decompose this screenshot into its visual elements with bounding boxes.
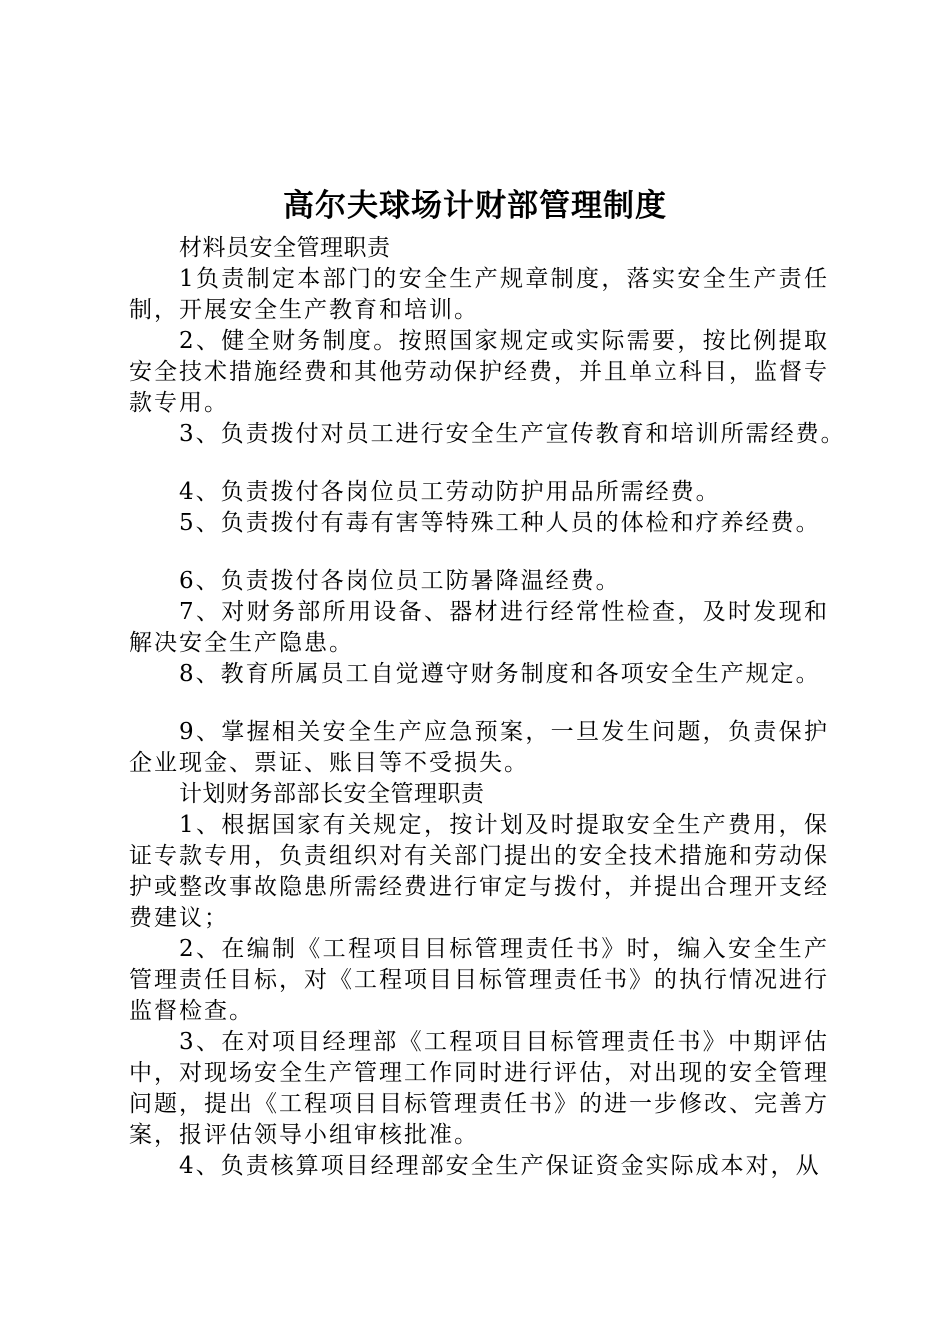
paragraph-item: 3、负责拨付对员工进行安全生产宣传教育和培训所需经费。: [179, 421, 846, 447]
paragraph-item: 4、负责拨付各岗位员工劳动防护用品所需经费。: [179, 479, 721, 505]
paragraph-item: 8、教育所属员工自觉遵守财务制度和各项安全生产规定。: [179, 661, 821, 687]
paragraph-gap: [129, 450, 829, 477]
paragraph-gap: [129, 539, 829, 566]
paragraph-gap: [129, 690, 829, 717]
document-body: [129, 233, 846, 1182]
paragraph-item: 2、健全财务制度。按照国家规定或实际需要，按比例提取安全技术措施经费和其他劳动保护经费，并且单立科目，监督专款专用。: [129, 328, 829, 416]
paragraph-item: 2、在编制《工程项目目标管理责任书》时，编入安全生产管理责任目标，对《工程项目目标管理责任书》的执行情况进行监督检查。: [129, 936, 829, 1024]
section-heading-finance-director: 计划财务部部长安全管理职责: [179, 781, 485, 807]
paragraph-item: 6、负责拨付各岗位员工防暑降温经费。: [179, 568, 621, 594]
paragraph-item: 1、根据国家有关规定，按计划及时提取安全生产费用，保证专款专用，负责组织对有关部门提出的安全技术措施和劳动保护或整改事故隐患所需经费进行审定与拨付，并提出合理开支经费建议；: [129, 812, 829, 931]
paragraph-item: 7、对财务部所用设备、器材进行经常性检查，及时发现和解决安全生产隐患。: [129, 599, 829, 656]
section-heading-material-officer: 材料员安全管理职责: [179, 235, 391, 261]
paragraph-item: 9、掌握相关安全生产应急预案，一旦发生问题，负责保护企业现金、票证、账目等不受损失。: [129, 719, 829, 776]
paragraph-item: 3、在对项目经理部《工程项目目标管理责任书》中期评估中，对现场安全生产管理工作同时进行评估，对出现的安全管理问题，提出《工程项目目标管理责任书》的进一步修改、完善方案，报评估领导小组审核批准。: [129, 1029, 829, 1148]
paragraph-item: 4、负责核算项目经理部安全生产保证资金实际成本对，从: [179, 1153, 821, 1179]
paragraph-item: 1负责制定本部门的安全生产规章制度，落实安全生产责任制，开展安全生产教育和培训。: [129, 266, 829, 323]
paragraph-item: 5、负责拨付有毒有害等特殊工种人员的体检和疗养经费。: [179, 510, 821, 536]
document-title: 高尔夫球场计财部管理制度: [283, 188, 667, 224]
